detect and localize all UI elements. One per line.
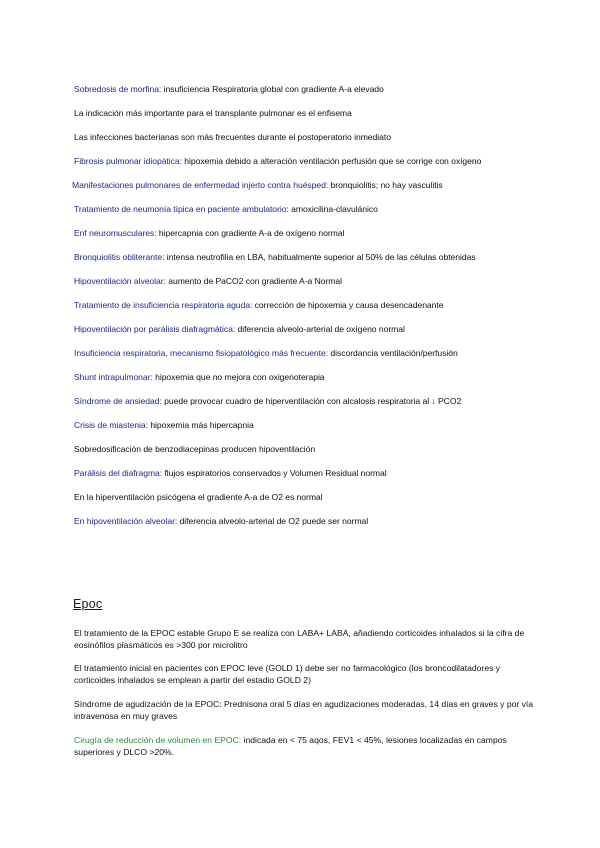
item-term: Sobredosis de morfina: [74,84,162,94]
item-term: Hipoventilación alveolar: [74,276,166,286]
item-term: Hipoventilación por parálisis diafragmática: [74,324,236,334]
item-term: Enf neuromusculares: [74,228,157,238]
section-heading-epoc: Epoc [73,597,103,611]
item-term: Fibrosis pulmonar idiopática: [74,156,182,166]
list-item [74,348,458,359]
item-text: hipoxemia debido a alteración ventilación perfusión que se corrige con oxígeno [181,156,482,166]
paragraph-term: Cirugía de reducción de volumen en EPOC: [74,735,242,745]
item-text: discordancia ventilación/perfusión [328,348,458,358]
item-term: Tratamiento de neumonía típica en paciente ambulatorio: [74,204,289,214]
item-text: insuficiencia Respiratoria global con gradiente A-a elevado [161,84,384,94]
item-text: hipoxemia que no mejora con oxigenoterapia [152,372,325,382]
paragraph-text: indicada en < 75 aqos, FEV1 < 45%, lesiones localizadas en campos superiores y DLCO >20%. [74,735,507,757]
paragraph-text: El tratamiento de la EPOC estable Grupo E se realiza con LABA+ LABA, añadiendo corticoides inhalados si la cifra de eosinófilos plasmáticos es >300 por microlitro [74,628,525,650]
paragraph [74,628,534,651]
list-item [74,108,352,119]
item-text: puede provocar cuadro de hiperventilación con alcalosis respiratoria al ↓ PCO2 [161,396,462,406]
list-item [74,300,443,311]
item-text: flujos espiratorios conservados y Volumen Residual normal [162,468,387,478]
item-term: Manifestaciones pulmonares de enfermedad injerto contra huésped: [72,180,329,190]
list-item [74,156,481,167]
item-text: corrección de hipoxemia y causa desencadenante [252,300,444,310]
list-item [74,420,254,431]
paragraph-text: El tratamiento inicial en pacientes con EPOC leve (GOLD 1) debe ser no farmacológico (los broncodilatadores y corticoides inhalados se emplean a partir del estadio GOLD 2) [74,663,501,685]
item-term: Insuficiencia respiratoria, mecanismo fisiopatológico más frecuente: [74,348,329,358]
item-text: Las infecciones bacterianas son más frecuentes durante el postoperatorio inmediato [74,132,391,142]
item-text: hipercapnia con gradiente A-a de oxígeno normal [156,228,345,238]
list-item [74,324,405,335]
item-term: Parálisis del diafragma: [74,468,163,478]
paragraph [74,663,534,686]
list-item [74,516,368,527]
list-item [74,372,325,383]
item-term: En hipoventilación alveolar: [74,516,178,526]
paragraph-text: Síndrome de agudización de la EPOC: Prednisona oral 5 días en agudizaciones moderadas, 14 días en graves y por vía intravenosa en muy graves [74,699,534,721]
item-text: La indicación más importante para el transplante pulmonar es el enfisema [74,108,352,118]
item-term: Shunt intrapulmonar: [74,372,153,382]
list-item [74,492,323,503]
paragraph [74,735,534,758]
item-term: Síndrome de ansiedad: [74,396,162,406]
list-item [74,468,387,479]
paragraph [74,699,534,722]
item-text: Sobredosificación de benzodiacepinas producen hipoventilación [74,444,316,454]
list-item [74,252,476,263]
list-item [74,204,378,215]
list-item [74,84,384,95]
item-term: Tratamiento de insuficiencia respiratoria aguda: [74,300,253,310]
item-text: En la hiperventilación psicógena el gradiente A-a de O2 es normal [74,492,323,502]
item-text: diferencia alveolo-arterial de O2 puede ser normal [177,516,369,526]
item-text: diferencia alveolo-arterial de oxígeno normal [235,324,405,334]
list-item [74,228,344,239]
list-item [72,180,443,191]
list-item [74,132,391,143]
item-term: Bronquiolitis obliterante: [74,252,165,262]
item-text: amoxicilina-clavulánico [288,204,378,214]
item-term: Crisis de miastenia: [74,420,148,430]
list-item [74,444,315,455]
item-text: hipoxemia más hipercapnia [147,420,254,430]
item-text: aumento de PaCO2 con gradiente A-a Normal [165,276,342,286]
list-item [74,396,461,407]
item-text: intensa neutrofilia en LBA, habitualmente superior al 50% de las células obtenidas [164,252,476,262]
item-text: bronquiolitis; no hay vasculitis [328,180,443,190]
list-item [74,276,342,287]
